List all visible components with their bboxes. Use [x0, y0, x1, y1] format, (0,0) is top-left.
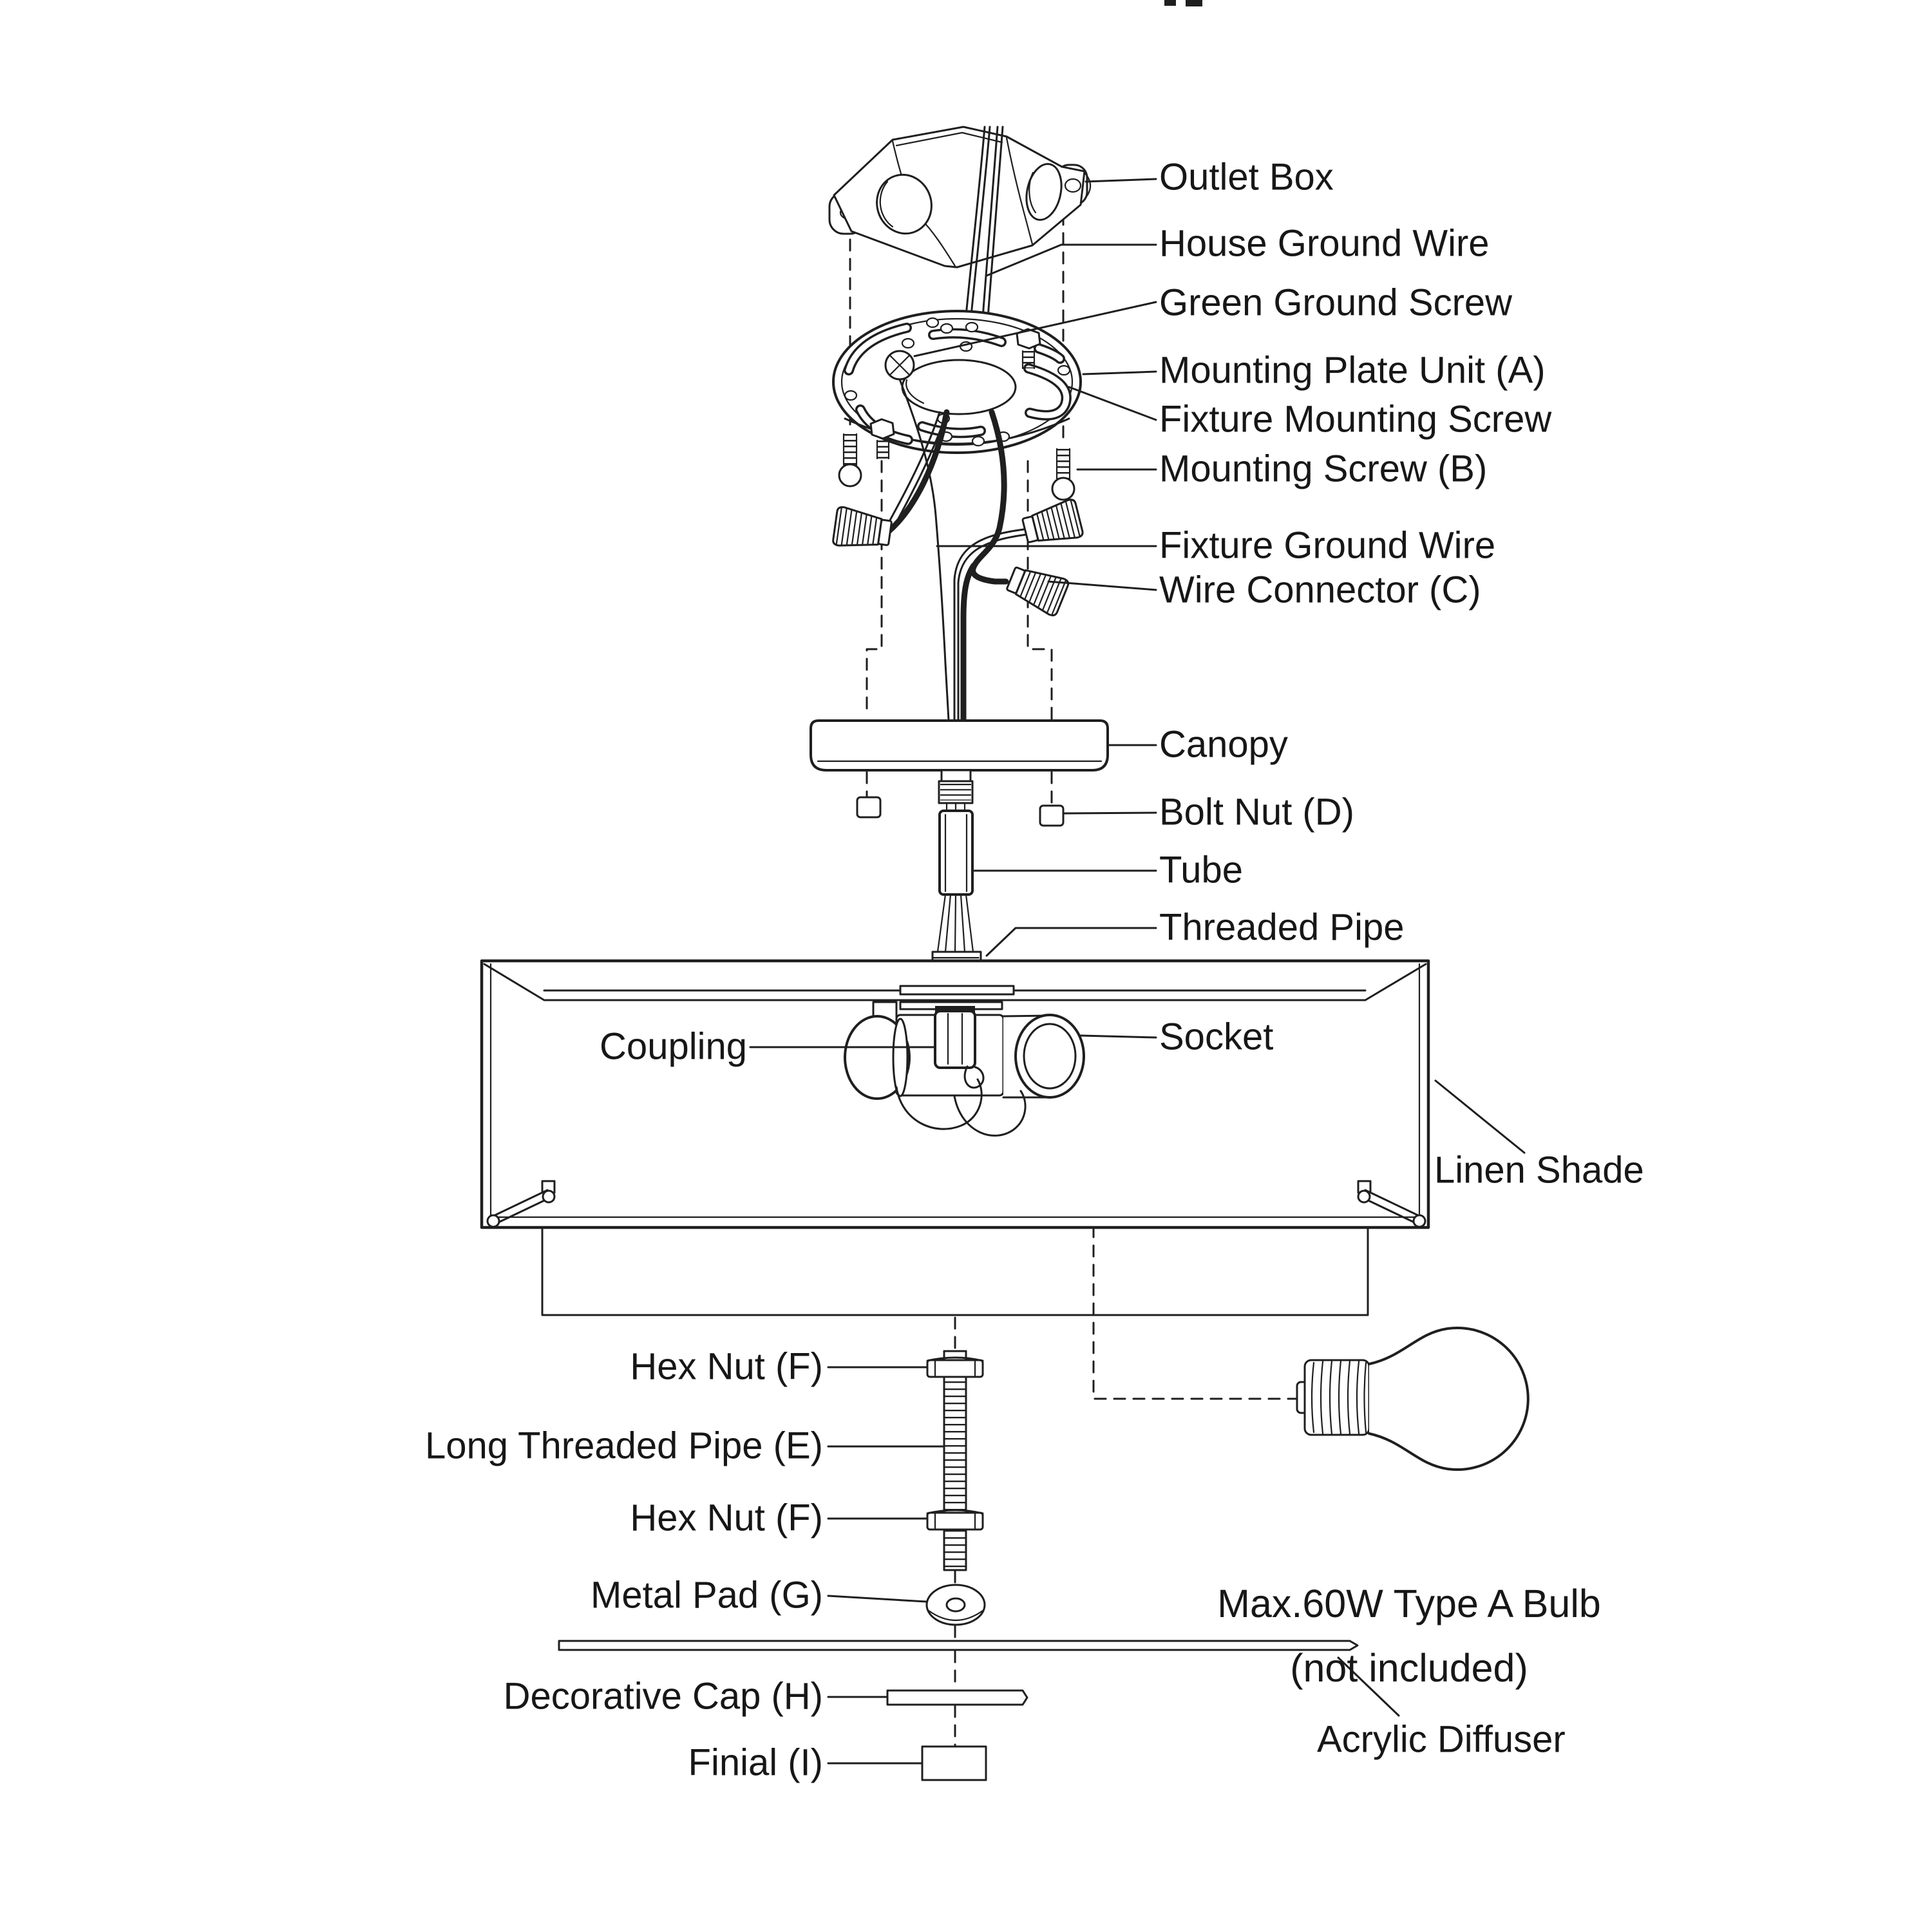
hex-nut-lower-drawing — [927, 1510, 983, 1530]
label-bolt-nut-d: Bolt Nut (D) — [1159, 791, 1354, 833]
label-linen-shade: Linen Shade — [1434, 1149, 1644, 1191]
clipped-text-fragment — [1164, 0, 1202, 6]
label-finial-i: Finial (I) — [688, 1741, 823, 1784]
label-long-threaded-pipe-e: Long Threaded Pipe (E) — [424, 1425, 823, 1467]
label-fixture-mounting-screw: Fixture Mounting Screw — [1159, 398, 1552, 440]
bolt-nut-square-right — [1040, 806, 1063, 826]
label-fixture-ground-wire: Fixture Ground Wire — [1159, 524, 1496, 567]
label-mounting-plate-unit-a: Mounting Plate Unit (A) — [1159, 349, 1546, 392]
label-outlet-box: Outlet Box — [1159, 156, 1334, 198]
socket-right — [1003, 1015, 1084, 1097]
label-acrylic-diffuser: Acrylic Diffuser — [1317, 1718, 1566, 1761]
label-tube: Tube — [1159, 849, 1244, 891]
metal-pad-drawing — [927, 1585, 985, 1625]
label-hex-nut-f-upper: Hex Nut (F) — [630, 1345, 823, 1388]
label-house-ground-wire: House Ground Wire — [1159, 222, 1490, 265]
label-hex-nut-f-lower: Hex Nut (F) — [630, 1497, 823, 1539]
label-threaded-pipe: Threaded Pipe — [1159, 906, 1405, 949]
finial-drawing — [922, 1747, 986, 1780]
hex-nut-upper-drawing — [927, 1358, 983, 1377]
bulb-note-line1: Max.60W Type A Bulb — [1217, 1582, 1601, 1625]
label-mounting-screw-b: Mounting Screw (B) — [1159, 448, 1488, 490]
coupling-drawing — [935, 1011, 975, 1068]
label-canopy: Canopy — [1159, 723, 1288, 766]
label-wire-connector-c: Wire Connector (C) — [1159, 569, 1481, 611]
label-socket: Socket — [1159, 1016, 1274, 1058]
decorative-cap-drawing — [887, 1690, 1027, 1705]
label-coupling: Coupling — [600, 1025, 747, 1068]
light-bulb-drawing — [1297, 1328, 1528, 1470]
outlet-box-drawing — [829, 127, 1090, 267]
green-ground-screw-drawing — [886, 351, 914, 379]
canopy-and-stem — [811, 721, 1108, 987]
bulb-note-line2: (not included) — [1290, 1646, 1528, 1690]
label-green-ground-screw: Green Ground Screw — [1159, 281, 1513, 324]
socket-left — [845, 1016, 909, 1099]
label-decorative-cap-h: Decorative Cap (H) — [503, 1675, 823, 1718]
bolt-nut-square-left — [857, 797, 880, 817]
mounting-plate-drawing — [833, 311, 1081, 459]
label-metal-pad-g: Metal Pad (G) — [591, 1574, 823, 1616]
